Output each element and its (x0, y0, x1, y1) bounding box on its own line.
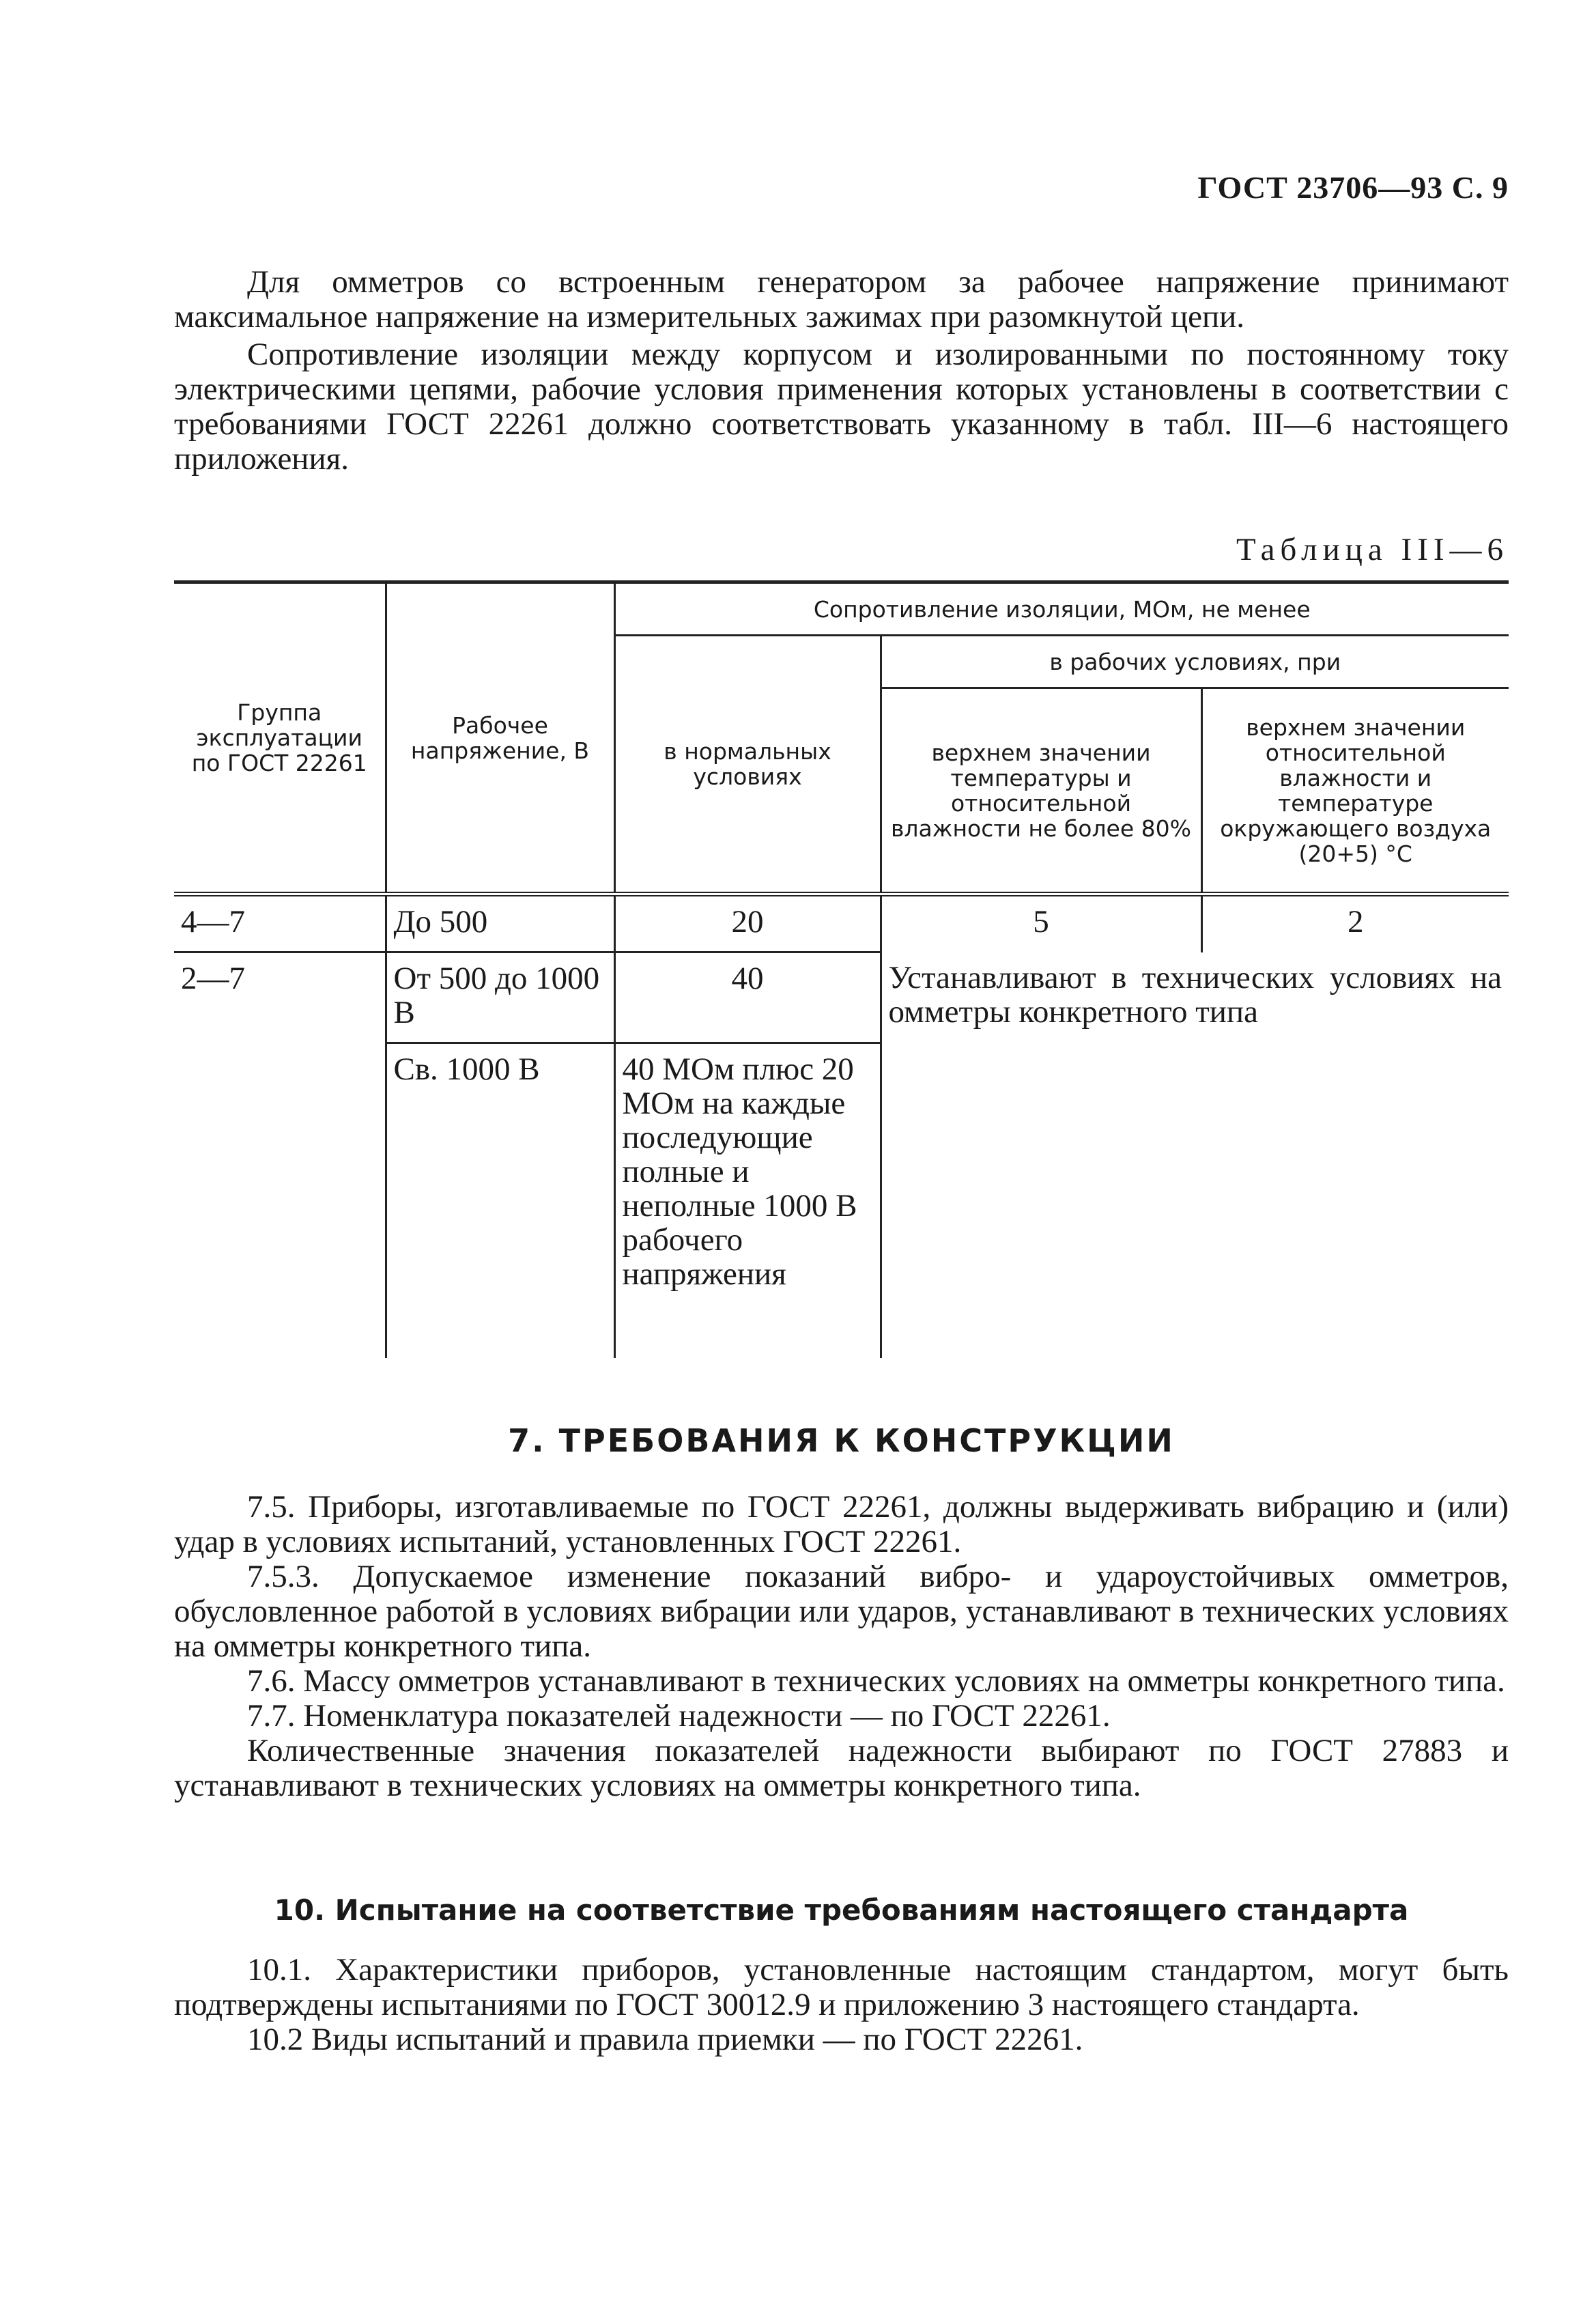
cell-voltage: До 500 (386, 894, 614, 952)
cell-voltage: Св. 1000 В (386, 1043, 614, 1359)
cell-group: 2—7 (174, 952, 386, 1359)
insulation-resistance-table (174, 580, 1509, 1358)
section-7-para-3: 7.6. Массу омметров устанавливают в технических условиях на омметры конкретного типа. (247, 1663, 1505, 1699)
header-temp-humidity: верхнем значении температуры и относительной влажности не более 80% (881, 688, 1201, 894)
section-7-para-1: 7.5. Приборы, изготавливаемые по ГОСТ 22261, должны выдерживать вибрацию и (или) удар в условиях испытаний, установленных ГОСТ 22261. (174, 1489, 1509, 1559)
section-7-text (174, 1490, 1509, 1803)
cell-group: 4—7 (174, 894, 386, 952)
header-normal: в нормальных условиях (614, 636, 881, 894)
cell-humid: 2 (1201, 894, 1509, 952)
cell-temp: 5 (881, 894, 1201, 952)
cell-normal: 20 (614, 894, 881, 952)
cell-normal: 40 МОм плюс 20 МОм на каждые последующие полные и неполные 1000 В рабочего напряжения (614, 1043, 881, 1359)
page-header: ГОСТ 23706—93 С. 9 (1197, 170, 1509, 205)
section-7-para-2: 7.5.3. Допускаемое изменение показаний вибро- и удароустойчивых омметров, обусловленное работой в условиях вибрации или ударов, устанавливают в технических условиях на омметры конкретного типа. (174, 1559, 1509, 1664)
section-10-para-2: 10.2 Виды испытаний и правила приемки — по ГОСТ 22261. (247, 2022, 1083, 2057)
header-humidity-temp: верхнем значении относительной влажности и температуре окружающего воздуха (20+5) °С (1201, 688, 1509, 894)
header-resistance: Сопротивление изоляции, МОм, не менее (614, 582, 1509, 636)
section-10-text (174, 1953, 1509, 2057)
table-row (174, 952, 1509, 1043)
cell-working-note: Устанавливают в технических условиях на омметры конкретного типа (881, 952, 1509, 1359)
section-10-title: 10. Испытание на соответствие требованиям настоящего стандарта (274, 1893, 1409, 1927)
table-caption: Таблица III—6 (1236, 532, 1509, 567)
header-group: Группа эксплуатации по ГОСТ 22261 (174, 582, 386, 894)
header-voltage: Рабочее напряжение, В (386, 582, 614, 894)
cell-normal: 40 (614, 952, 881, 1043)
section-7-para-4: 7.7. Номенклатура показателей надежности — по ГОСТ 22261. (247, 1698, 1111, 1734)
section-10-para-1: 10.1. Характеристики приборов, установленные настоящим стандартом, могут быть подтверждены испытаниями по ГОСТ 30012.9 и приложению 3 настоящего стандарта. (174, 1952, 1509, 2022)
intro-text (174, 265, 1509, 477)
section-7-title: 7. ТРЕБОВАНИЯ К КОНСТРУКЦИИ (508, 1422, 1175, 1459)
intro-paragraph-2: Сопротивление изоляции между корпусом и изолированными по постоянному току электрическими цепями, рабочие условия применения которых установлены в соответствии с требованиями ГОСТ 22261 должно соответствовать указанному в табл. III—6 настоящего приложения. (174, 337, 1509, 477)
table-row (174, 894, 1509, 952)
header-working: в рабочих условиях, при (881, 636, 1509, 688)
section-7-para-5: Количественные значения показателей надежности выбирают по ГОСТ 27883 и устанавливают в технических условиях на омметры конкретного типа. (174, 1733, 1509, 1803)
cell-voltage: От 500 до 1000 В (386, 952, 614, 1043)
intro-paragraph-1: Для омметров со встроенным генератором за рабочее напряжение принимают максимальное напряжение на измерительных зажимах при разомкнутой цепи. (174, 264, 1509, 335)
